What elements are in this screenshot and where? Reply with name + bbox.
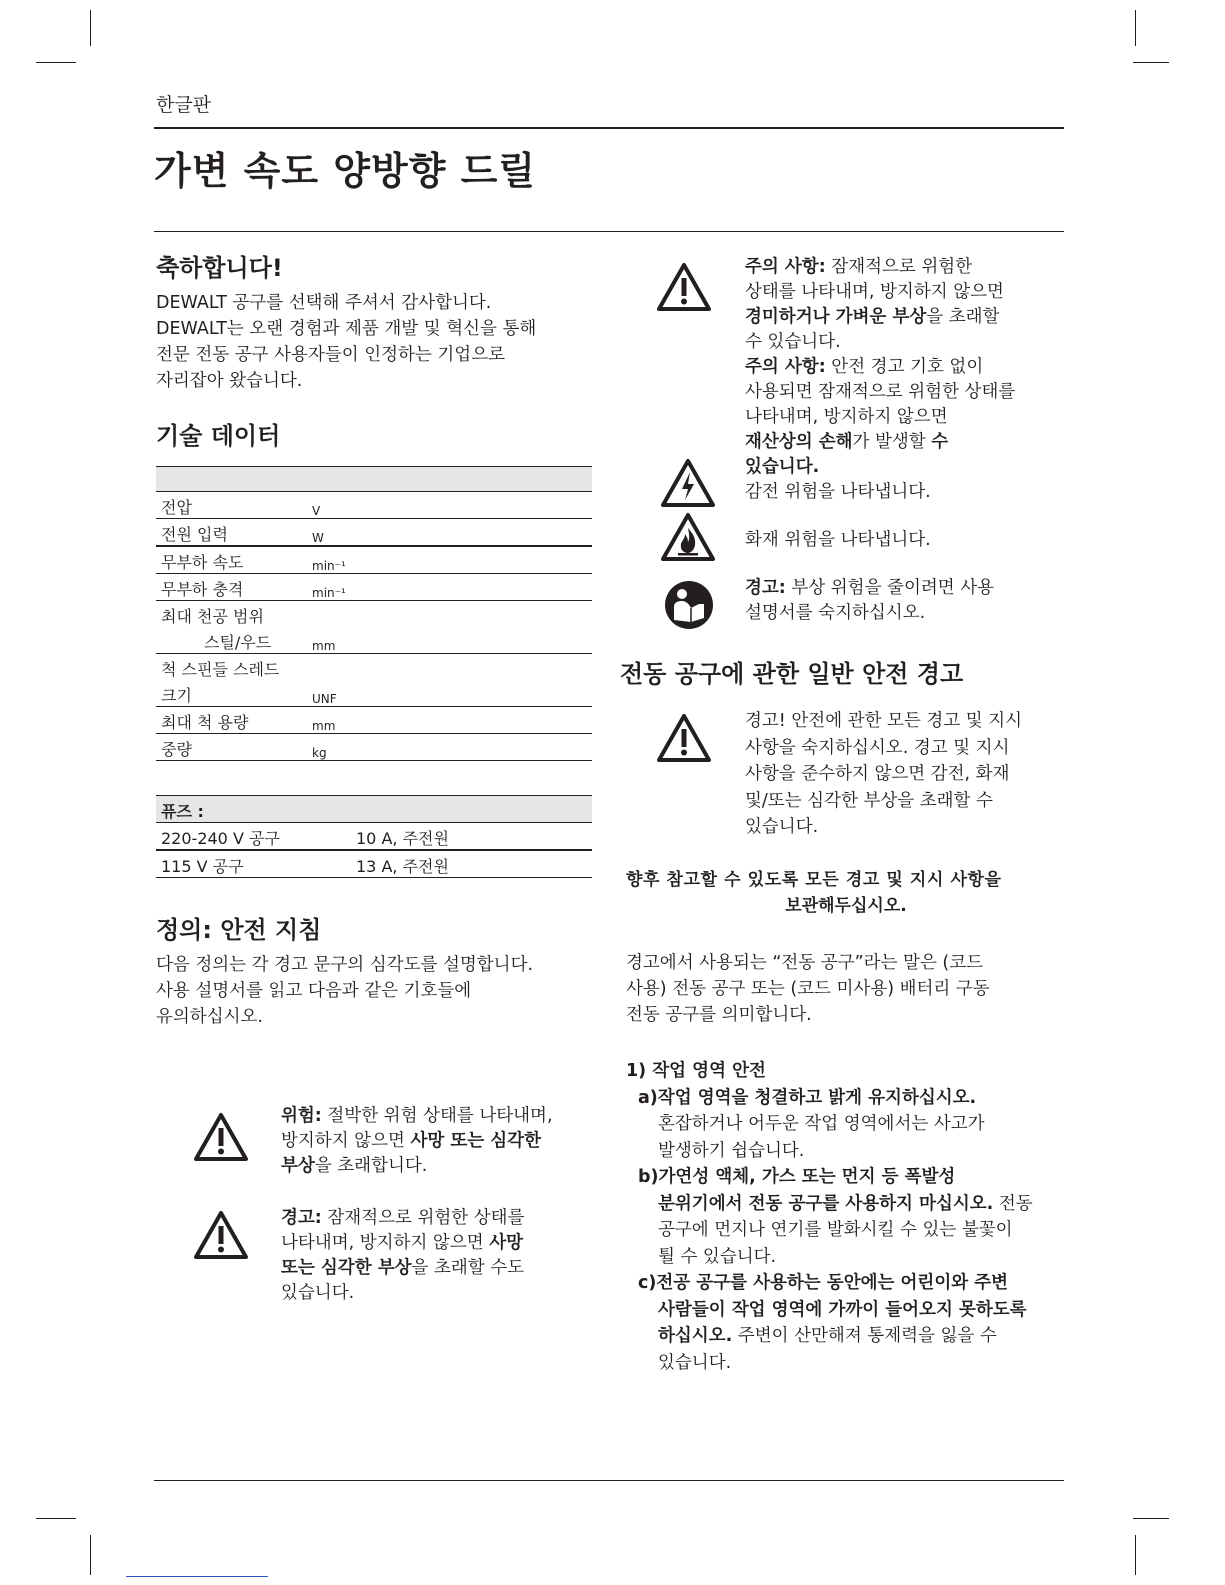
save-instructions: 향후 참고할 수 있도록 모든 경고 및 지시 사항을 보관해두십시오. (626, 870, 1002, 916)
fire-hazard-icon (660, 512, 716, 562)
language-label: 한글판 (156, 94, 212, 116)
crop-mark (1133, 62, 1169, 63)
warning-triangle-icon (193, 1210, 249, 1260)
table-row: 전원 입력 W (156, 519, 592, 547)
tech-heading: 기술 데이터 (156, 422, 281, 450)
warning-triangle-icon (656, 713, 712, 763)
danger-definition: 위험: 절박한 위험 상태를 나타내며, 방지하지 않으면 사망 또는 심각한 부상을 초래합니다. (281, 1106, 553, 1176)
table-row: 중량 kg (156, 734, 592, 761)
definitions-line: 다음 정의는 각 경고 문구의 심각도를 설명합니다. (156, 955, 534, 975)
fuse-table (156, 795, 592, 878)
general-safety-heading: 전동 공구에 관한 일반 안전 경고 (620, 660, 964, 688)
footer-rule (154, 1480, 1064, 1481)
crop-mark (1135, 1535, 1136, 1575)
congrats-line: DEWALT는 오랜 경험과 제품 개발 및 혁신을 통해 (156, 319, 537, 339)
crop-mark (1135, 10, 1136, 46)
fuse-header-row: 퓨즈 : (156, 796, 592, 823)
spec-table (156, 466, 592, 761)
spec-header-row (156, 467, 592, 492)
electric-shock-icon (660, 458, 716, 508)
table-row: 220-240 V 공구 10 A, 주전원 (156, 823, 592, 851)
warning-triangle-icon (656, 262, 712, 312)
warning-definition: 경고: 잠재적으로 위험한 상태를 나타내며, 방지하지 않으면 사망 또는 심각한 부상을 초래할 수도 있습니다. (281, 1208, 525, 1303)
left-column (156, 252, 596, 1030)
crop-mark (90, 10, 91, 46)
table-row: 최대 천공 범위 (161, 607, 264, 626)
table-row: 115 V 공구 13 A, 주전원 (156, 850, 592, 878)
title-rule (154, 231, 1064, 232)
table-row: 스틸/우드 mm (156, 627, 592, 654)
congrats-heading: 축하합니다! (156, 254, 283, 282)
work-area-safety: 1) 작업 영역 안전 a)작업 영역을 청결하고 밝게 유지하십시오. 혼잡하거나 어두운 작업 영역에서는 사고가 발생하기 쉽습니다. b)가연성 액체, 가스 또는 먼지 등 폭발성 분위기에서 전동 공구를 사용하지 마십시오. 전동 공구에 먼지나 연기를 발화시킬 수 있는 불꽃이 튈 수 있습니다. c)전공 공구를 사용하는 동안에는 어린이와 주변 사람들이 작업 영역에 가까이 들어오지 못하도록 하십시오. 주변이 산만해져 통제력을 잃을 수 있습니다. (626, 1058, 1071, 1376)
table-row: 크기 UNF (156, 680, 592, 707)
definitions-text (156, 952, 596, 1030)
definitions-line: 사용 설명서를 읽고 다음과 같은 기호들에 (156, 981, 472, 1001)
table-row: 최대 척 용량 mm (156, 707, 592, 734)
read-manual-icon (664, 580, 714, 630)
table-row: 무부하 속도 min⁻¹ (156, 546, 592, 574)
crop-mark (36, 1518, 76, 1519)
crop-mark (36, 62, 76, 63)
definitions-heading: 정의: 안전 지침 (156, 916, 322, 944)
header-rule (154, 127, 1064, 129)
crop-mark (1133, 1518, 1169, 1519)
crop-mark (90, 1535, 91, 1575)
congrats-line: 전문 전동 공구 사용자들이 인정하는 기업으로 (156, 345, 506, 365)
table-row: 척 스핀들 스레드 (161, 660, 280, 679)
definitions-line: 유의하십시오. (156, 1007, 263, 1027)
congrats-text (156, 290, 596, 394)
caution-notice-definitions: 주의 사항: 잠재적으로 위험한 상태를 나타내며, 방지하지 않으면 경미하거나 가벼운 부상을 초래할 수 있습니다. 주의 사항: 안전 경고 기호 없이 사용되면 잠재적으로 위험한 상태를 나타내며, 방지하지 않으면 재산상의 손해가 발생할 수 있습니다. 감전 위험을 나타냅니다. 화재 위험을 나타냅니다. 경고: 부상 위험을 줄이려면 사용 설명서를 숙지하십시오. (745, 257, 1016, 623)
general-safety-section (620, 658, 1065, 690)
warning-triangle-icon (193, 1112, 249, 1162)
general-warning-text: 경고! 안전에 관한 모든 경고 및 지시 사항을 숙지하십시오. 경고 및 지시 사항을 준수하지 않으면 감전, 화재 및/또는 심각한 부상을 초래할 수 있습니다. (745, 711, 1023, 837)
bottom-blue-line (126, 1576, 268, 1577)
congrats-line: 자리잡아 왔습니다. (156, 371, 303, 391)
congrats-line: DEWALT 공구를 선택해 주셔서 감사합니다. (156, 293, 492, 313)
table-row: 무부하 충격 min⁻¹ (156, 574, 592, 601)
section-heading: 1) 작업 영역 안전 (626, 1061, 766, 1081)
page-title: 가변 속도 양방향 드릴 (154, 149, 537, 193)
table-row: 전압 V (156, 492, 592, 519)
term-definition: 경고에서 사용되는 “전동 공구”라는 말은 (코드 사용) 전동 공구 또는 (코드 미사용) 배터리 구동 전동 공구를 의미합니다. (626, 953, 990, 1025)
